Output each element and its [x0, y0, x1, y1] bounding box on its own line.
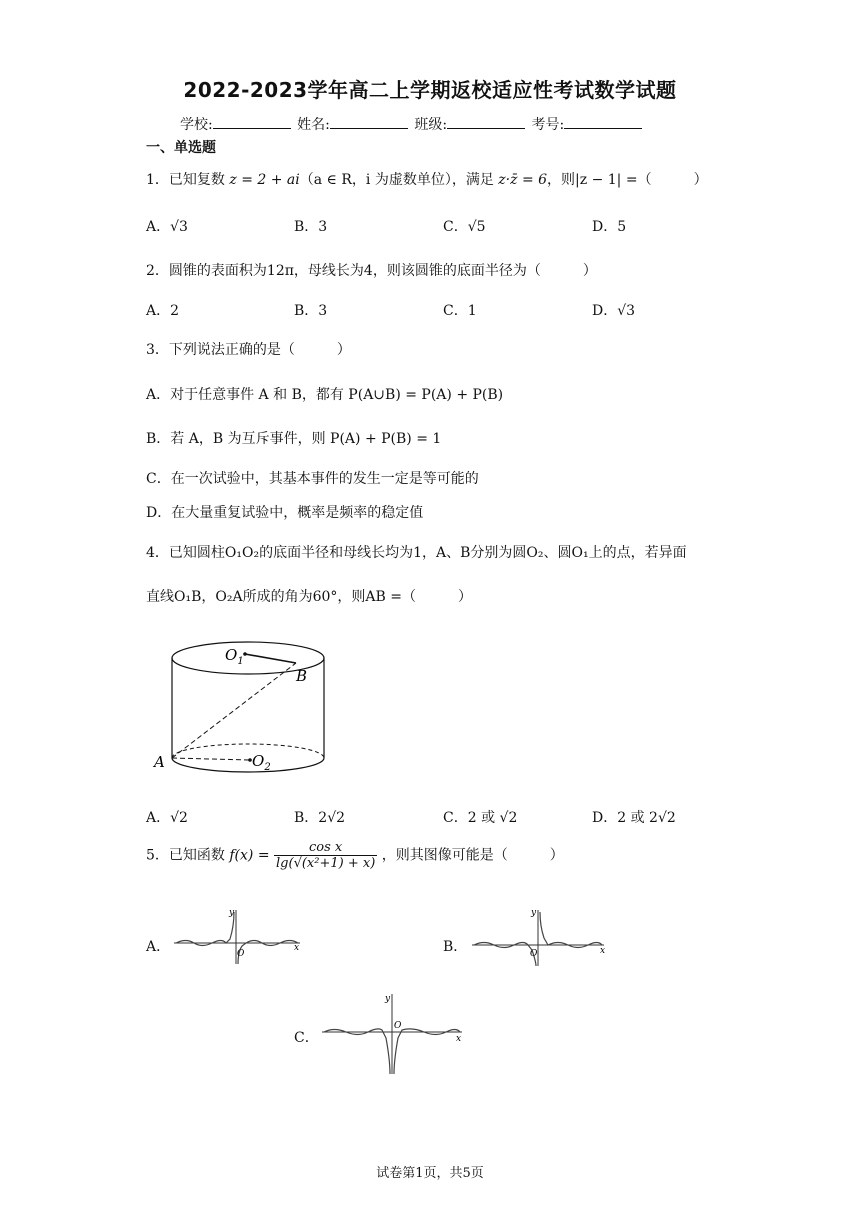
q5-graph-c[interactable]: [320, 990, 470, 1075]
question-4-line-2: 直线O₁B，O₂A所成的角为60°，则AB =（ ）: [146, 589, 472, 605]
q4-option-c[interactable]: [443, 807, 517, 827]
q1-number: 1．: [146, 172, 169, 188]
label-o2: $O_2$: [252, 752, 271, 773]
origin-label: O: [530, 949, 538, 959]
cylinder-figure: [150, 630, 350, 780]
option-label: B．: [294, 810, 319, 826]
x-axis-label: x: [456, 1034, 462, 1044]
q5-option-a[interactable]: A．: [146, 939, 171, 955]
q5-option-b[interactable]: B．: [443, 939, 468, 955]
q5-denominator: lg(√(x²+1) + x): [276, 856, 376, 871]
option-label: C．: [443, 810, 468, 826]
class-blank[interactable]: [447, 115, 525, 129]
option-text: 2 或 2√2: [617, 810, 676, 826]
q1-option-c[interactable]: [443, 216, 486, 236]
q4-option-b[interactable]: [294, 807, 345, 827]
segment-o1-b: [245, 654, 296, 663]
x-axis-label: x: [600, 946, 606, 956]
class-label: 班级:: [414, 117, 448, 133]
y-axis-label: y: [385, 994, 391, 1004]
option-text: 1: [467, 303, 477, 319]
point-o1: [243, 652, 247, 656]
option-text: 5: [617, 219, 627, 235]
q4-option-d[interactable]: [592, 807, 676, 827]
option-text: √3: [617, 303, 636, 319]
q1-expr: z = 2 + ai: [229, 172, 300, 188]
q5-numerator: cos x: [274, 840, 377, 856]
q2-option-d[interactable]: [592, 300, 635, 320]
q5-post: ，则其图像可能是（ ）: [381, 847, 564, 864]
question-2: 2．圆锥的表面积为12π，母线长为4，则该圆锥的底面半径为（ ）: [146, 263, 597, 279]
option-text: √5: [467, 219, 486, 235]
option-label: D．: [592, 219, 618, 235]
option-label: B．: [294, 219, 319, 235]
option-text: √2: [170, 810, 188, 826]
option-text: 2√2: [318, 810, 346, 826]
name-blank[interactable]: [330, 115, 408, 129]
bottom-back-arc: [172, 744, 324, 758]
student-info-line: [180, 114, 644, 134]
y-axis-label: y: [229, 908, 235, 918]
option-label: D．: [592, 303, 618, 319]
q5-pre: 已知函数: [168, 847, 225, 864]
q1-option-a[interactable]: [146, 216, 188, 236]
segment-a-o2: [172, 758, 250, 760]
q1-post: ，则|z − 1| =（ ）: [547, 172, 708, 188]
q5-graph-a[interactable]: [172, 906, 307, 966]
option-label: C．: [443, 219, 468, 235]
q3-option-d[interactable]: D．在大量重复试验中，概率是频率的稳定值: [146, 505, 424, 521]
q5-option-c[interactable]: C．: [294, 1030, 319, 1046]
number-label: 考号:: [531, 117, 565, 133]
school-blank[interactable]: [213, 115, 291, 129]
school-label: 学校:: [180, 117, 213, 133]
option-text: 2: [170, 303, 180, 319]
q1-condition: z·z̄ = 6: [498, 172, 548, 188]
option-label: A．: [146, 810, 171, 826]
question-5: [146, 840, 564, 871]
q1-mid: （a ∈ R，i 为虚数单位），满足: [299, 172, 494, 188]
option-label: A．: [146, 219, 171, 235]
q3-option-a[interactable]: A．对于任意事件 A 和 B，都有 P(A∪B) = P(A) + P(B): [146, 387, 504, 403]
y-axis-label: y: [531, 908, 537, 918]
name-label: 姓名:: [297, 117, 330, 133]
q1-option-b[interactable]: [294, 216, 327, 236]
question-3: 3．下列说法正确的是（ ）: [146, 342, 351, 358]
q5-number: 5．: [146, 847, 169, 864]
q4-option-a[interactable]: [146, 807, 188, 827]
number-blank[interactable]: [564, 115, 642, 129]
option-text: 3: [318, 219, 328, 235]
option-label: B．: [294, 303, 319, 319]
page-footer: 试卷第1页，共5页: [376, 1166, 484, 1181]
origin-label: O: [237, 949, 245, 959]
label-o1: $O_1$: [225, 646, 244, 667]
option-text: 2 或 √2: [467, 810, 518, 826]
label-a: A: [154, 753, 165, 771]
section-heading: 一、单选题: [146, 140, 216, 156]
q2-option-c[interactable]: [443, 300, 477, 320]
option-label: D．: [592, 810, 618, 826]
q5-fx: f(x) =: [229, 847, 270, 864]
q1-option-d[interactable]: [592, 216, 626, 236]
option-label: A．: [146, 303, 171, 319]
q2-option-a[interactable]: [146, 300, 179, 320]
origin-label: O: [394, 1021, 402, 1031]
option-label: C．: [443, 303, 468, 319]
option-text: 3: [318, 303, 328, 319]
question-1: [146, 169, 708, 189]
q3-option-b[interactable]: B．若 A，B 为互斥事件，则 P(A) + P(B) = 1: [146, 431, 442, 447]
q1-pre: 已知复数: [168, 172, 225, 188]
q5-graph-b[interactable]: [470, 906, 610, 968]
label-b: B: [296, 667, 308, 685]
q3-option-c[interactable]: C．在一次试验中，其基本事件的发生一定是等可能的: [146, 471, 479, 487]
q2-option-b[interactable]: [294, 300, 327, 320]
q5-fraction: [274, 840, 377, 871]
option-text: √3: [170, 219, 188, 235]
x-axis-label: x: [294, 943, 300, 953]
exam-title: 2022-2023学年高二上学期返校适应性考试数学试题: [183, 78, 677, 102]
question-4-line-1: 4．已知圆柱O₁O₂的底面半径和母线长均为1，A、B分别为圆O₂、圆O₁上的点，若异面: [146, 545, 687, 561]
